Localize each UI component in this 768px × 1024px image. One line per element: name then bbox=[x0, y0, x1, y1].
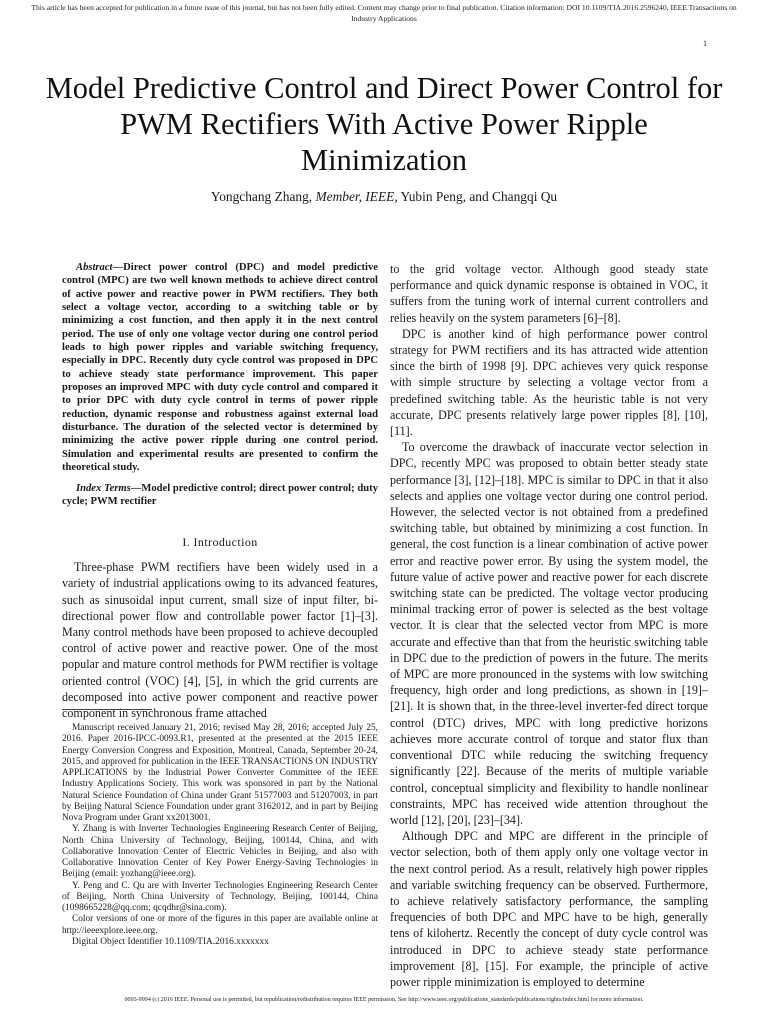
footnote-author-zhang: Y. Zhang is with Inverter Technologies Engineering Research Center of Beijing, North China University of Technology, Beijing, 100144, China, and with Collaborative Innovation Center of Electric Vehicles in Beijing, and also with Collaborative Innovation Center of Key Power Energy-Saving Technologies in Beijing (email: yozhang@ieee.org). bbox=[62, 824, 378, 880]
section-heading: I. Introduction bbox=[182, 535, 258, 550]
author-line bbox=[40, 188, 728, 206]
footnote-manuscript: Manuscript received January 21, 2016; revised May 28, 2016; accepted July 25, 2016. Paper 2016-IPCC-0093.R1, presented at the presented at the 2015 IEEE Energy Conversion Congress and Exposition, Montreal, Canada, September 20-24, 2015, and approved for publication in the IEEE TRANSACTIONS ON INDUSTRY APPLICATIONS by the Industrial Power Converter Committee of the IEEE Industry Applications Society. This work was sponsored in part by the National Natural Science Foundation of China under Grant 51577003 and 51207003, in part by Beijing Natural Science Foundation under grant 3162012, and in part by Beijing Nova Program under Grant xx2013001. bbox=[62, 723, 378, 823]
author-name: Yongchang Zhang, bbox=[210, 189, 316, 204]
co-authors: Yubin Peng, and Changqi Qu bbox=[397, 189, 558, 204]
copyright-notice: 0093-9994 (c) 2016 IEEE. Personal use is permitted, but republication/redistribution requires IEEE permission. See http://www.ieee.org/publications_standards/publications/rights/index.html for more information. bbox=[124, 997, 644, 1003]
intro-paragraph: To overcome the drawback of inaccurate vector selection in DPC, recently MPC was proposed to obtain better steady state performance [3], [12]–[18]. MPC is similar to DPC in that it also selects and applies one voltage vector during one control period. However, the selected vector is not obtained from a predefined switching table, but obtained by minimizing a cost function. In general, the cost function is a linear combination of active power error and reactive power error. By using the system model, the future value of active power and reactive power for each discrete switching state can be predicted. The voltage vector producing minimal tracking error of power is selected as the best voltage vector. It is clear that the selected vector from MPC is more accurate and effective than that from the heuristic switching table in DPC due to the prediction of powers in the future. The merits of MPC are more pronounced in the systems with low switching frequency, high order and long predictions, as shown in [19]–[21]. It is shown that, in the three-level inverter-fed direct torque control (DTC) drives, MPC with long predictive horizons achieves more accurate control of torque and stator flux than conventional DTC while reducing the switching frequency significantly [22]. Because of the merits of multiple variable control, conceptual simplicity and flexibility to handle nonlinear constraints, MPC has received wide attention throughout the world [12], [20], [23]–[34]. bbox=[390, 440, 708, 827]
index-terms bbox=[62, 482, 378, 509]
index-terms-text: —Model predictive control; direct power control; duty cycle; PWM rectifier bbox=[62, 482, 378, 507]
footnote-doi: Digital Object Identifier 10.1109/TIA.2016.xxxxxxx bbox=[72, 936, 269, 947]
page-number: 1 bbox=[703, 39, 707, 48]
paper-title: Model Predictive Control and Direct Power Control for PWM Rectifiers With Active Power Ripple Minimization bbox=[45, 71, 723, 177]
left-column bbox=[62, 261, 378, 721]
abstract-label: Abstract bbox=[76, 262, 113, 273]
abstract bbox=[62, 261, 378, 475]
right-column bbox=[390, 261, 708, 990]
acceptance-notice: This article has been accepted for publication in a future issue of this journal, but has not been fully edited. Content may change prior to final publication. Citation information: DOI 10.1109/TIA.2016.2596240, IEEE Transactions on Industry Applications bbox=[31, 3, 737, 23]
abstract-text: —Direct power control (DPC) and model predictive control (MPC) are two well known methods to achieve direct control of active power and reactive power in PWM rectifiers. They both select a voltage vector, according to a switching table or by minimizing a cost function, and then apply it in the next control period. The use of only one voltage vector during one control period leads to high power ripples and variable switching frequency, especially in DPC. Recently duty cycle control was proposed in DPC to achieve steady state performance improvement. This paper proposes an improved MPC with duty cycle control and compared it to prior DPC with duty cycle control in terms of power ripple reduction, dynamic response and robustness against external load disturbance. The duration of the selected vector is determined by minimizing the active power ripple during one control period. Simulation and experimental results are presented to confirm the theoretical study. bbox=[62, 262, 378, 474]
index-terms-label: Index Terms bbox=[76, 482, 131, 494]
footnote-color-figures: Color versions of one or more of the figures in this paper are available online at http://ieeexplore.ieee.org. bbox=[62, 914, 378, 936]
intro-paragraph: Three-phase PWM rectifiers have been widely used in a variety of industrial applications owing to its advanced features, such as sinusoidal input current, small size of input filter, bi-directional power flow and controllable power factor [1]–[3]. Many control methods have been proposed to achieve decoupled control of active power and reactive power. One of the most popular and mature control methods for PWM rectifier is voltage oriented control (VOC) [4], [5], in which the grid currents are decomposed into active power component and reactive power component in synchronous frame attached bbox=[62, 560, 378, 721]
footnotes bbox=[62, 723, 378, 948]
intro-paragraph: to the grid voltage vector. Although good steady state performance and quick dynamic response is obtained in VOC, it suffers from the tuning work of internal current controllers and relies heavily on the system parameters [6]–[8]. bbox=[390, 262, 708, 325]
footnote-authors-peng-qu: Y. Peng and C. Qu are with Inverter Technologies Engineering Research Center of Beijing, North China University of Technology, Beijing, 100144, China (1098665228@qq.com; qcqdhr@sina.com). bbox=[62, 880, 378, 913]
footnote-divider bbox=[62, 709, 152, 710]
author-membership: Member, IEEE, bbox=[315, 189, 398, 204]
intro-paragraph: DPC is another kind of high performance power control strategy for PWM rectifiers and its has attracted wide attention since the birth of 1998 [9]. DPC achieves very quick response with simple structure by selecting a voltage vector from a predefined switching table. As the heuristic table is not very accurate, DPC presents relatively large power ripples [8], [10], [11]. bbox=[390, 326, 708, 439]
intro-paragraph: Although DPC and MPC are different in the principle of vector selection, both of them apply only one voltage vector in the next control period. As a result, relatively high power ripples and variable switching frequency can be observed. Furthermore, to achieve relatively satisfactory performance, the sampling frequencies of both DPC and MPC have to be high, generally tens of kilohertz. Recently the concept of duty cycle control was introduced in DPC to achieve steady state performance improvement [8], [15]. For example, the principle of active power ripple minimization is employed to determine bbox=[390, 829, 708, 989]
